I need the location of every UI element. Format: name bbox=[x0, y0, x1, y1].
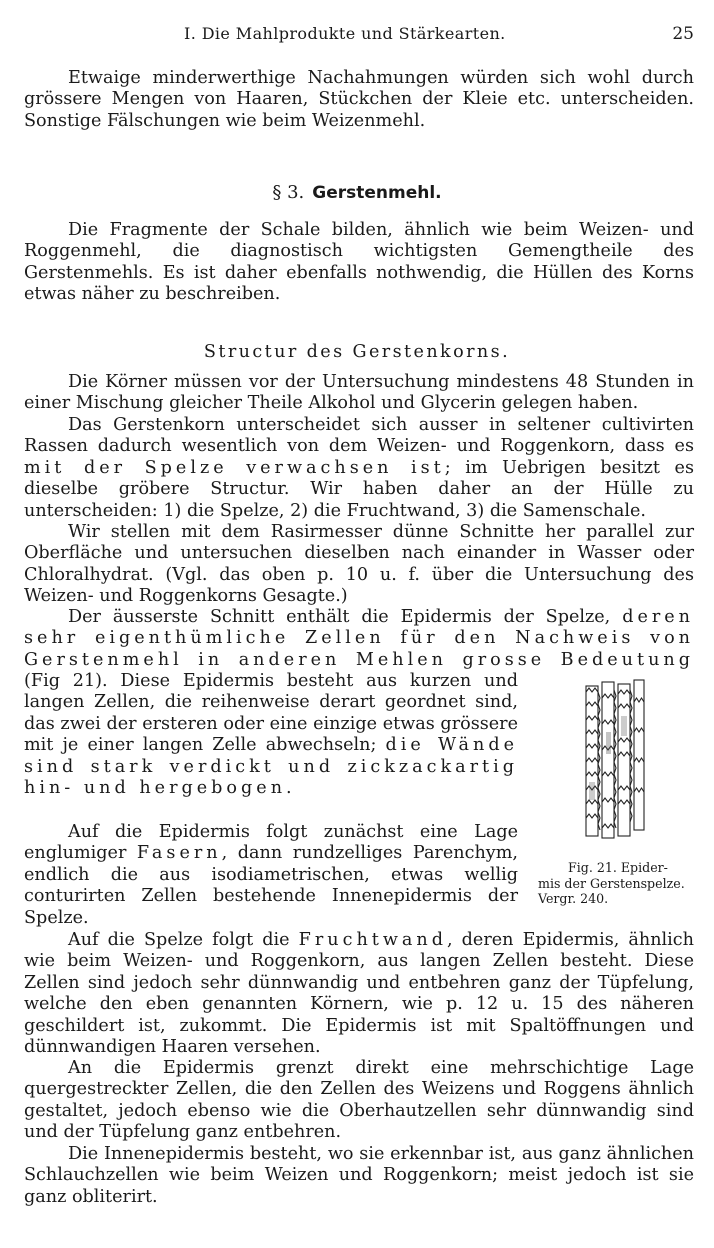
page-number: 25 bbox=[672, 24, 694, 44]
figure-caption-line-2: mis der Gerstenspelze. bbox=[538, 875, 685, 891]
figure-caption bbox=[538, 860, 698, 907]
paragraph-2-text-end: ; im Uebrigen besitzt es dieselbe gröbere Structur. Wir haben daher an der Hülle zu unterscheiden: 1) die Spelze, 2) die Fruchtwand, 3) die Samenschale. bbox=[24, 457, 694, 521]
paragraph-6-text: Auf die Spelze folgt die bbox=[68, 930, 290, 950]
barley-epidermis-illustration bbox=[580, 672, 650, 848]
paragraph-6 bbox=[24, 930, 694, 1058]
paragraph-4-emphasis-end: die Wände sind stark verdickt und zickzackartig hin- und hergebogen. bbox=[24, 735, 518, 799]
intro-paragraph: Etwaige minderwerthige Nachahmungen würden sich wohl durch grössere Mengen von Haaren, Stückchen der Kleie etc. unterscheiden. Sonstige Fälschungen wie beim Weizenmehl. bbox=[24, 68, 694, 131]
paragraph-4-emphasis: deren sehr eigenthümliche Zellen für den Nachweis von Gerstenmehl in anderen Mehlen grosse Bedeutung bbox=[24, 607, 694, 670]
paragraph-4-continued bbox=[24, 671, 518, 799]
paragraph-2-emphasis: mit der Spelze verwachsen ist bbox=[24, 457, 445, 478]
section-number: § 3. bbox=[272, 182, 305, 203]
section-paragraph: Die Fragmente der Schale bilden, ähnlich wie beim Weizen- und Roggenmehl, die diagnostisch wichtigsten Gemengtheile des Gerstenmehls. Es ist daher ebenfalls nothwendig, die Hüllen des Korns etwas näher zu beschreiben. bbox=[24, 220, 694, 305]
paragraph-4-wide bbox=[24, 607, 694, 671]
running-header bbox=[24, 24, 694, 46]
paragraph-4-text-mid: (Fig 21). Diese Epidermis besteht aus kurzen und langen Zellen, die reihenweise derart geordnet sind, das zwei der ersteren oder eine einzige etwas grössere mit je einer langen Zelle abwechseln; bbox=[24, 671, 518, 756]
paragraph-5-text-end: , dann rundzelliges Parenchym, endlich die aus isodiametrischen, etwas wellig conturirten Zellen bestehende Innenepidermis der Spelze. bbox=[24, 843, 518, 928]
subheading: Structur des Gerstenkorns. bbox=[203, 342, 511, 362]
paragraph-5-text: Auf die Epidermis folgt zunächst eine Lage englumiger bbox=[24, 822, 518, 864]
figure-caption-line-1: Fig. 21. Epider- bbox=[568, 860, 668, 875]
paragraph-6-text-end: , deren Epidermis, ähnlich wie beim Weizen- und Roggenkorn, aus langen Zellen besteht. Diese Zellen sind jedoch sehr dünnwandig und entbehren ganz der Tüpfelung, welche den eben genannten Körnern, wie p. 12 u. 15 des näheren geschildert ist, zukommt. Die Epidermis ist mit Spaltöffnungen und dünnwandigen Haaren versehen. bbox=[24, 930, 694, 1058]
paragraph-1: Die Körner müssen vor der Untersuchung mindestens 48 Stunden in einer Mischung gleicher Theile Alkohol und Glycerin gelegen haben. bbox=[24, 372, 694, 414]
section-title: Gerstenmehl. bbox=[312, 183, 442, 203]
paragraph-2-text: Das Gerstenkorn unterscheidet sich ausser in seltener cultivirten Rassen dadurch wesentlich von dem Weizen- und Roggenkorn, dass es bbox=[24, 415, 694, 457]
paragraph-5-emphasis: Fasern bbox=[136, 843, 222, 864]
paragraph-6-emphasis: Fruchtwand bbox=[298, 930, 447, 950]
paragraph-2 bbox=[24, 415, 694, 522]
paragraph-3: Wir stellen mit dem Rasirmesser dünne Schnitte her parallel zur Oberfläche und untersuchen dieselben nach einander in Wasser oder Chloralhydrat. (Vgl. das oben p. 10 u. f. über die Untersuchung des Weizen- und Roggenkorns Gesagte.) bbox=[24, 522, 694, 607]
running-title: I. Die Mahlprodukte und Stärkearten. bbox=[184, 24, 506, 43]
paragraph-7: An die Epidermis grenzt direkt eine mehrschichtige Lage quergestreckter Zellen, die den Zellen des Weizens und Roggens ähnlich gestaltet, jedoch ebenso wie die Oberhautzellen sehr dünnwandig sind und der Tüpfelung ganz entbehren. bbox=[24, 1058, 694, 1143]
paragraph-8: Die Innenepidermis besteht, wo sie erkennbar ist, aus ganz ähnlichen Schlauchzellen wie beim Weizen und Roggenkorn; meist jedoch ist sie ganz obliterirt. bbox=[24, 1144, 694, 1207]
section-heading bbox=[0, 182, 714, 203]
paragraph-5 bbox=[24, 822, 518, 929]
figure-caption-line-3: Vergr. 240. bbox=[538, 891, 609, 907]
paragraph-4-text: Der äusserste Schnitt enthält die Epidermis der Spelze, bbox=[68, 607, 611, 627]
